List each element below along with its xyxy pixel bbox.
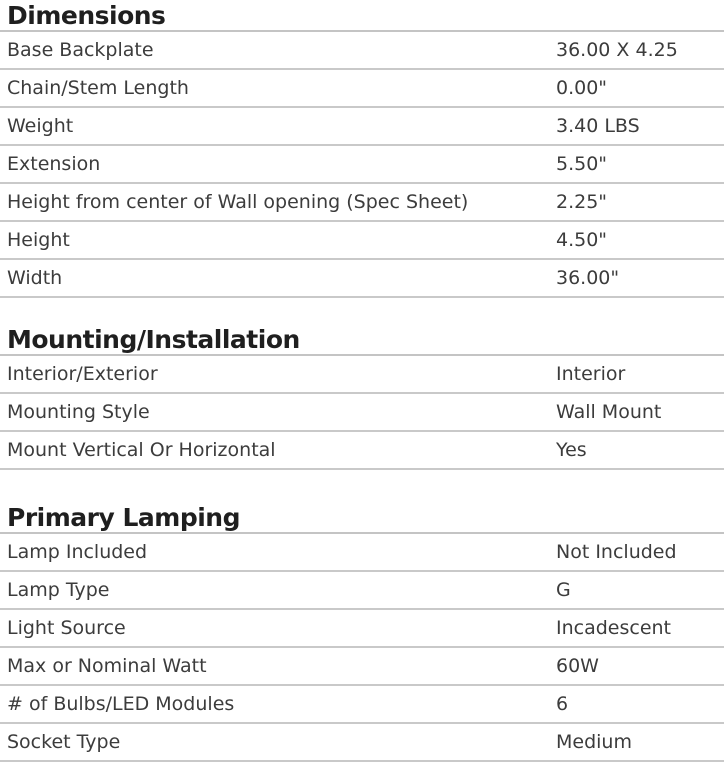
spec-value: Wall Mount bbox=[556, 401, 662, 423]
spec-label: Interior/Exterior bbox=[7, 363, 158, 385]
spec-value: G bbox=[556, 579, 571, 601]
spec-row bbox=[0, 686, 724, 724]
spec-label: Height bbox=[7, 229, 70, 251]
spec-value: Medium bbox=[556, 731, 632, 753]
spec-value: 4.50" bbox=[556, 229, 608, 251]
spec-label: Max or Nominal Watt bbox=[7, 655, 207, 677]
spec-label: Weight bbox=[7, 115, 74, 137]
spec-label: Extension bbox=[7, 153, 101, 175]
spec-label: Base Backplate bbox=[7, 39, 154, 61]
spec-label: Mount Vertical Or Horizontal bbox=[7, 439, 276, 461]
spec-label: Light Source bbox=[7, 617, 126, 639]
spec-value: Incadescent bbox=[556, 617, 672, 639]
spec-label: Width bbox=[7, 267, 63, 289]
spec-row bbox=[0, 146, 724, 184]
spec-row bbox=[0, 184, 724, 222]
spec-row bbox=[0, 432, 724, 470]
spec-row bbox=[0, 394, 724, 432]
spec-row bbox=[0, 108, 724, 146]
section-dimensions bbox=[0, 0, 724, 298]
spec-label: Lamp Type bbox=[7, 579, 110, 601]
section-mounting-installation bbox=[0, 324, 724, 470]
spec-row bbox=[0, 222, 724, 260]
spec-value: 36.00 X 4.25 bbox=[556, 39, 678, 61]
spec-list bbox=[0, 32, 724, 298]
spec-value: 60W bbox=[556, 655, 599, 677]
spec-label: Chain/Stem Length bbox=[7, 77, 189, 99]
spec-value: 5.50" bbox=[556, 153, 608, 175]
section-title: Primary Lamping bbox=[0, 502, 724, 534]
spec-label: Lamp Included bbox=[7, 541, 148, 563]
spec-label: Mounting Style bbox=[7, 401, 150, 423]
section-primary-lamping bbox=[0, 502, 724, 762]
spec-label: Socket Type bbox=[7, 731, 121, 753]
spec-label: Height from center of Wall opening (Spec Sheet) bbox=[7, 191, 469, 213]
spec-value: 0.00" bbox=[556, 77, 608, 99]
spec-value: 6 bbox=[556, 693, 569, 715]
spec-value: Yes bbox=[556, 439, 587, 461]
spec-list bbox=[0, 534, 724, 762]
spec-value: Interior bbox=[556, 363, 626, 385]
section-title: Mounting/Installation bbox=[0, 324, 724, 356]
spec-row bbox=[0, 356, 724, 394]
spec-row bbox=[0, 610, 724, 648]
spec-row bbox=[0, 260, 724, 298]
spec-label: # of Bulbs/LED Modules bbox=[7, 693, 235, 715]
section-title: Dimensions bbox=[0, 0, 724, 32]
spec-row bbox=[0, 724, 724, 762]
spec-value: 3.40 LBS bbox=[556, 115, 640, 137]
spec-value: Not Included bbox=[556, 541, 677, 563]
spec-value: 36.00" bbox=[556, 267, 620, 289]
spec-list bbox=[0, 356, 724, 470]
spec-row bbox=[0, 572, 724, 610]
spec-row bbox=[0, 32, 724, 70]
spec-row bbox=[0, 534, 724, 572]
spec-row bbox=[0, 70, 724, 108]
spec-row bbox=[0, 648, 724, 686]
spec-value: 2.25" bbox=[556, 191, 608, 213]
